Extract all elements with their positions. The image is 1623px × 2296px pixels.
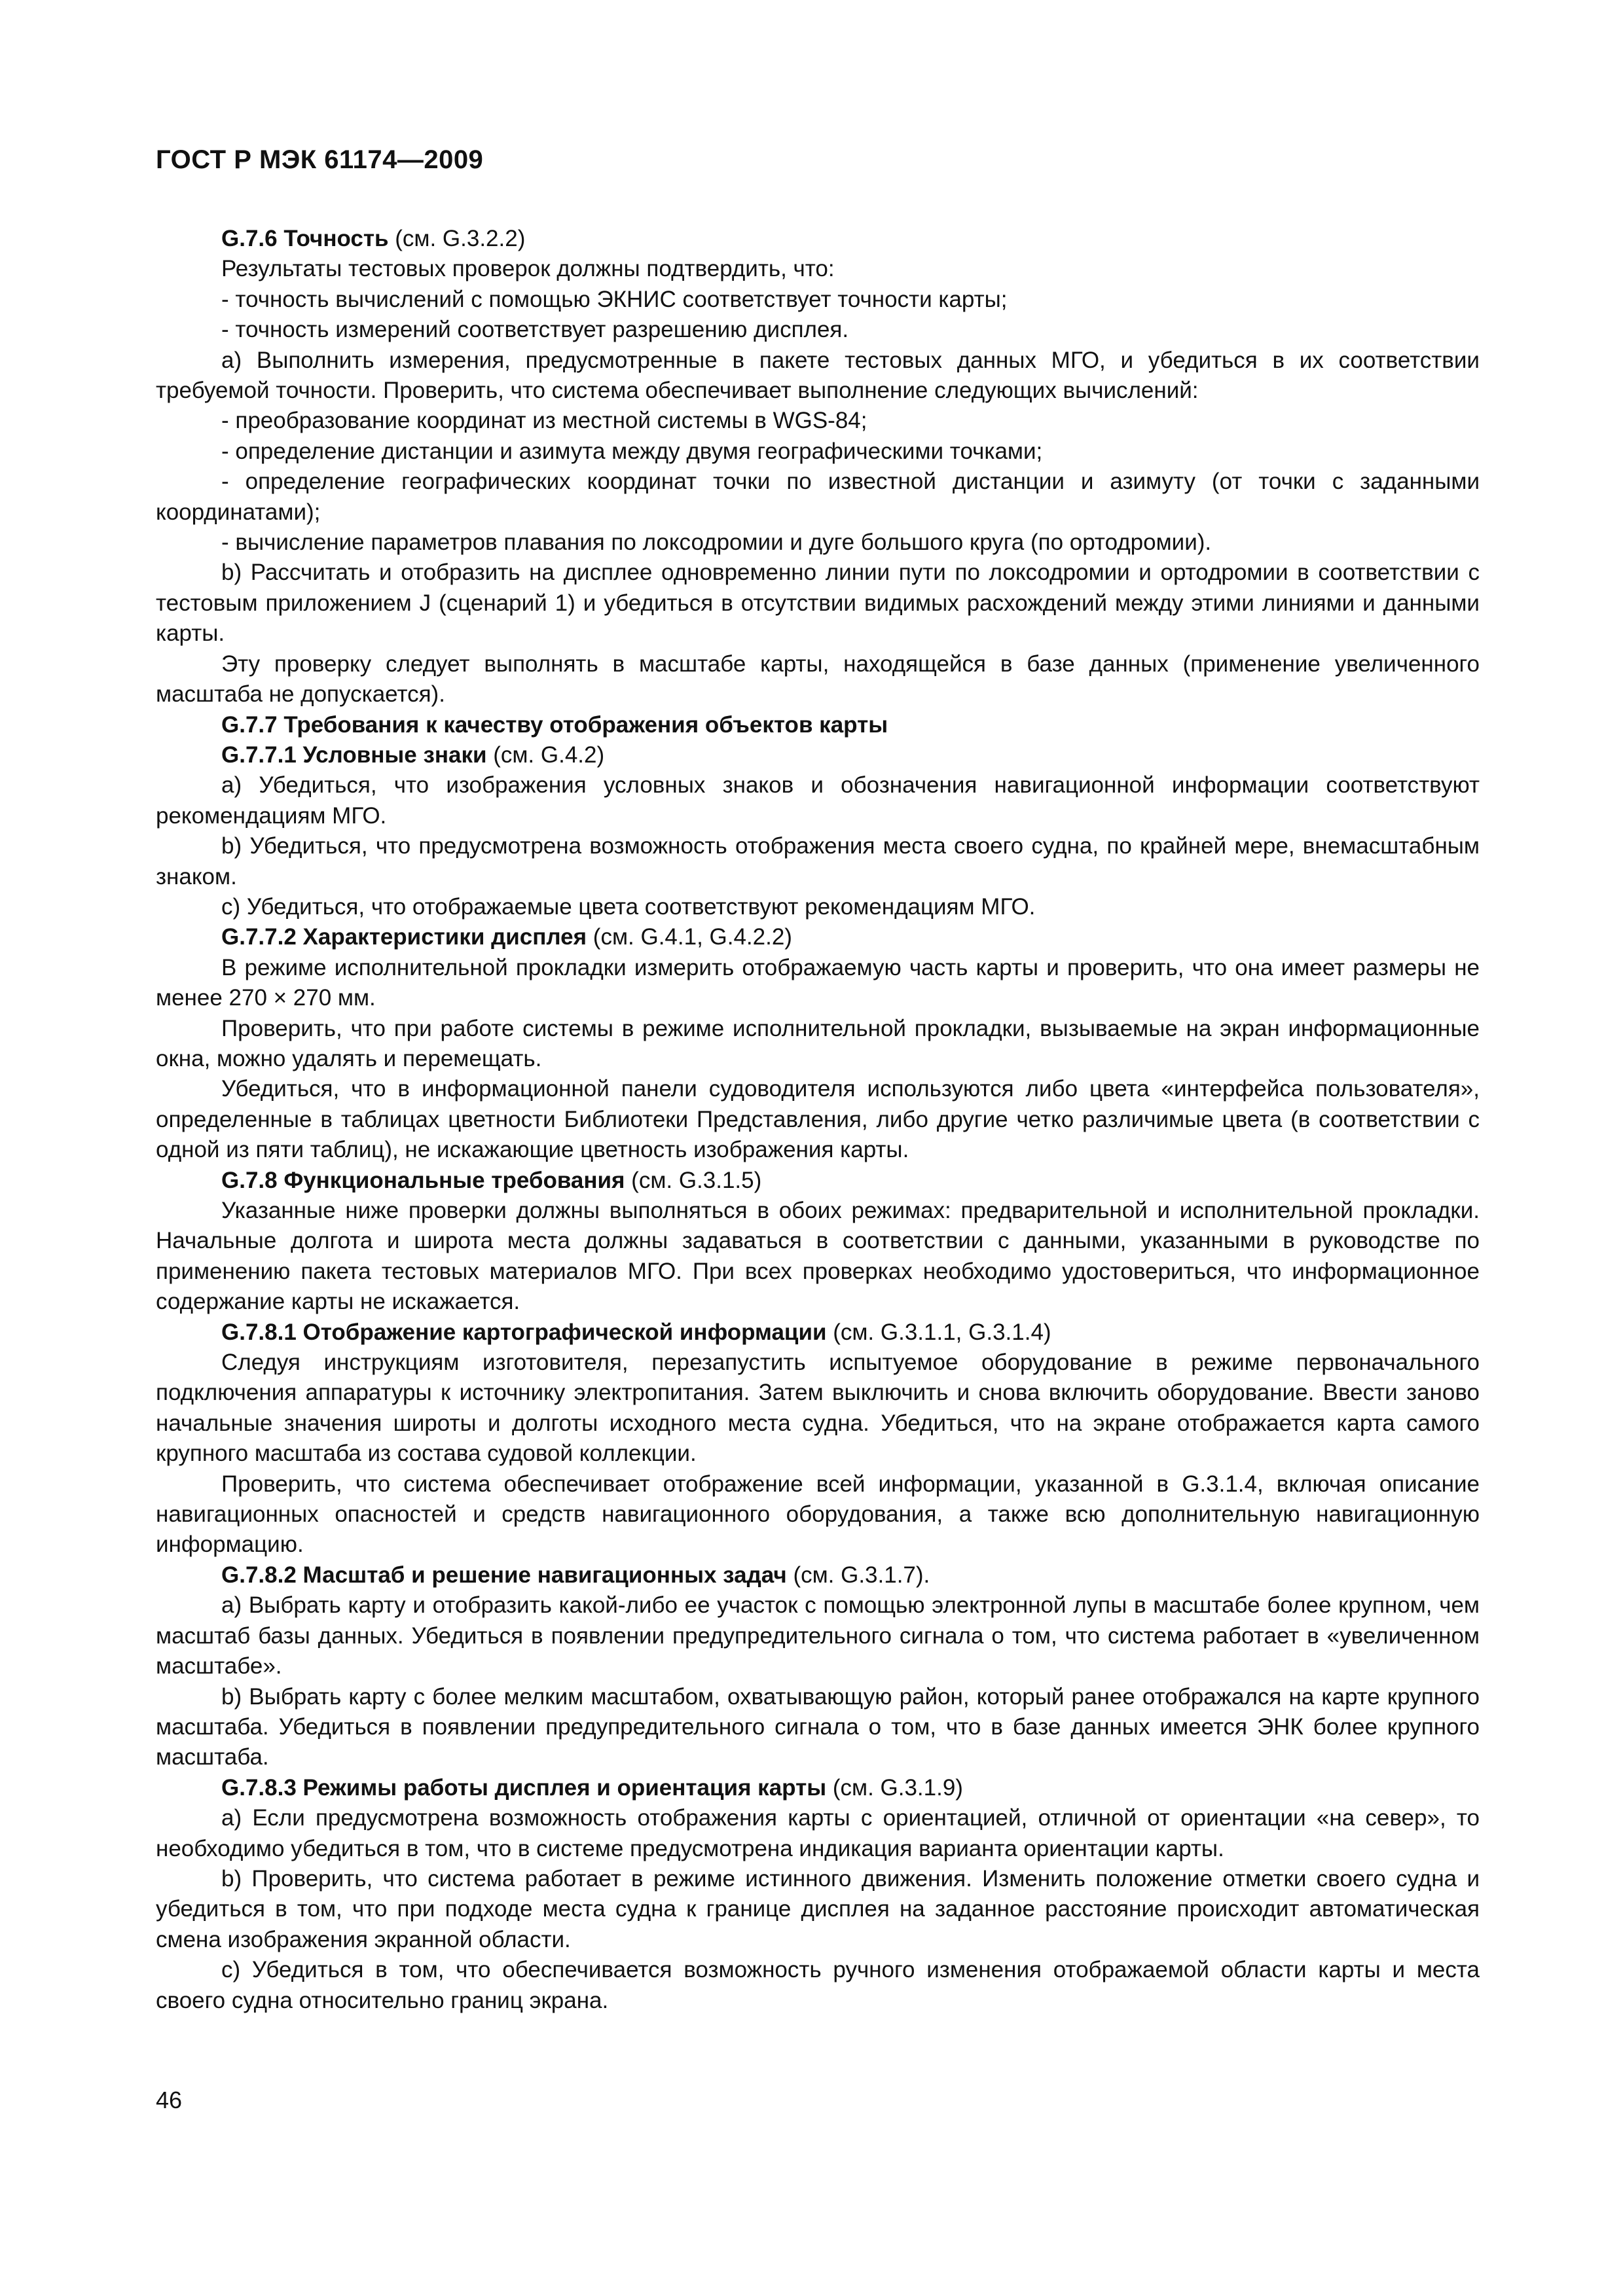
paragraph (156, 1955, 1480, 2016)
document-header: ГОСТ Р МЭК 61174—2009 (156, 145, 484, 174)
paragraph-text: (см. G.4.1, G.4.2.2) (587, 924, 792, 950)
paragraph-text: - точность измерений соответствует разрешению дисплея. (221, 317, 849, 343)
section-heading (156, 1318, 1480, 1348)
paragraph-text: b) Проверить, что система работает в режиме истинного движения. Изменить положение отметки своего судна и убедиться в том, что при подходе места судна к границе дисплея на заданное расстояние происходит автоматическая смена изображения экранной области. (156, 1865, 1480, 1952)
paragraph (156, 1682, 1480, 1773)
paragraph (156, 528, 1480, 558)
paragraph (156, 1803, 1480, 1864)
paragraph-text: - точность вычислений с помощью ЭКНИС соответствует точности карты; (221, 286, 1008, 312)
paragraph (156, 831, 1480, 892)
paragraph (156, 953, 1480, 1014)
paragraph-text: - преобразование координат из местной системы в WGS-84; (221, 408, 867, 434)
paragraph (156, 406, 1480, 436)
heading-bold: G.7.7 Требования к качеству отображения объектов карты (221, 711, 888, 738)
heading-bold: G.7.8 Функциональные требования (221, 1167, 625, 1193)
paragraph-text: a) Выполнить измерения, предусмотренные в пакете тестовых данных МГО, и убедиться в их соответствии требуемой точности. Проверить, что система обеспечивает выполнение следующих вычислений: (156, 347, 1480, 404)
paragraph (156, 254, 1480, 284)
document-body (156, 224, 1480, 2016)
paragraph-text: a) Выбрать карту и отобразить какой-либо ее участок с помощью электронной лупы в масштабе более крупном, чем масштаб базы данных. Убедиться в появлении предупредительного сигнала о том, что система работает в «увеличенном масштабе». (156, 1592, 1480, 1679)
paragraph (156, 1864, 1480, 1955)
paragraph (156, 1014, 1480, 1075)
paragraph-text: Убедиться, что в информационной панели судоводителя используются либо цвета «интерфейса пользователя», определенные в таблицах цветности Библиотеки Представления, либо другие четко различимые цвета (в соответствии с одной из пяти таблиц), не искажающие цветность изображения карты. (156, 1076, 1480, 1163)
paragraph-text: b) Убедиться, что предусмотрена возможность отображения места своего судна, по крайней мере, внемасштабным знаком. (156, 833, 1480, 889)
section-heading (156, 1166, 1480, 1196)
paragraph-text: a) Убедиться, что изображения условных знаков и обозначения навигационной информации соответствуют рекомендациям МГО. (156, 772, 1480, 829)
paragraph-text: b) Выбрать карту с более мелким масштабом, охватывающую район, который ранее отображался на карте крупного масштаба. Убедиться в появлении предупредительного сигнала о том, что в базе данных имеется ЭНК более крупного масштаба. (156, 1683, 1480, 1770)
paragraph (156, 285, 1480, 315)
paragraph-text: Эту проверку следует выполнять в масштабе карты, находящейся в базе данных (применение увеличенного масштаба не допускается). (156, 651, 1480, 708)
heading-bold: G.7.7.2 Характеристики дисплея (221, 924, 587, 950)
section-heading (156, 922, 1480, 952)
paragraph (156, 346, 1480, 406)
paragraph-text: - определение дистанции и азимута между двумя географическими точками; (221, 438, 1043, 464)
paragraph (156, 1590, 1480, 1681)
paragraph (156, 892, 1480, 922)
paragraph-text: c) Убедиться, что отображаемые цвета соответствуют рекомендациям МГО. (221, 893, 1036, 920)
paragraph-text: (см. G.3.1.7). (786, 1562, 930, 1588)
paragraph-text: a) Если предусмотрена возможность отображения карты с ориентацией, отличной от ориентации «на север», то необходимо убедиться в том, что в системе предусмотрена индикация варианта ориентации карты. (156, 1805, 1480, 1861)
paragraph-text: (см. G.3.1.5) (625, 1167, 762, 1193)
paragraph-text: Указанные ниже проверки должны выполняться в обоих режимах: предварительной и исполнительной прокладки. Начальные долгота и широта места должны задаваться в соответствии с данными, указанными в руководстве по применению пакета тестовых материалов МГО. При всех проверках необходимо удостовериться, что информационное содержание карты не искажается. (156, 1198, 1480, 1315)
paragraph-text: Проверить, что система обеспечивает отображение всей информации, указанной в G.3.1.4, включая описание навигационных опасностей и средств навигационного оборудования, а также всю дополнительную навигационную информацию. (156, 1471, 1480, 1558)
paragraph-text: - вычисление параметров плавания по локсодромии и дуге большого круга (по ортодромии). (221, 529, 1212, 556)
section-heading (156, 1773, 1480, 1803)
heading-bold: G.7.8.3 Режимы работы дисплея и ориентация карты (221, 1774, 827, 1801)
paragraph (156, 1469, 1480, 1560)
section-heading (156, 740, 1480, 770)
paragraph-text: (см. G.3.1.1, G.3.1.4) (826, 1319, 1051, 1345)
paragraph (156, 315, 1480, 345)
paragraph-text: Проверить, что при работе системы в режиме исполнительной прокладки, вызываемые на экран информационные окна, можно удалять и перемещать. (156, 1015, 1480, 1071)
paragraph (156, 770, 1480, 831)
paragraph-text: В режиме исполнительной прокладки измерить отображаемую часть карты и проверить, что она имеет размеры не менее 270 × 270 мм. (156, 954, 1480, 1011)
paragraph (156, 1074, 1480, 1165)
paragraph (156, 467, 1480, 528)
section-heading (156, 1560, 1480, 1590)
paragraph-text: Следуя инструкциям изготовителя, перезапустить испытуемое оборудование в режиме первоначального подключения аппаратуры к источнику электропитания. Затем выключить и снова включить оборудование. Ввести заново начальные значения широты и долготы исходного места судна. Убедиться, что на экране отображается карта самого крупного масштаба из состава судовой коллекции. (156, 1350, 1480, 1467)
paragraph (156, 1348, 1480, 1469)
paragraph-text: Результаты тестовых проверок должны подтвердить, что: (221, 256, 835, 282)
paragraph-text: (см. G.3.1.9) (826, 1774, 963, 1801)
heading-bold: G.7.8.2 Масштаб и решение навигационных задач (221, 1562, 787, 1588)
paragraph (156, 1196, 1480, 1318)
paragraph-text: - определение географических координат точки по известной дистанции и азимуту (от точки с заданными координатами); (156, 469, 1480, 525)
page-number: 46 (156, 2087, 183, 2113)
heading-bold: G.7.7.1 Условные знаки (221, 742, 487, 768)
paragraph-text: c) Убедиться в том, что обеспечивается возможность ручного изменения отображаемой области карты и места своего судна относительно границ экрана. (156, 1957, 1480, 2013)
paragraph (156, 558, 1480, 649)
paragraph (156, 437, 1480, 467)
paragraph (156, 224, 1480, 254)
paragraph-text: b) Рассчитать и отобразить на дисплее одновременно линии пути по локсодромии и ортодромии в соответствии с тестовым приложением J (сценарий 1) и убедиться в отсутствии видимых расхождений между этими линиями и данными карты. (156, 560, 1480, 647)
paragraph-text: (см. G.4.2) (486, 742, 605, 768)
heading-bold: G.7.8.1 Отображение картографической информации (221, 1319, 827, 1345)
paragraph (156, 649, 1480, 710)
heading-bold: G.7.6 Точность (221, 226, 389, 251)
section-heading (156, 710, 1480, 740)
paragraph-text: (см. G.3.2.2) (388, 226, 526, 251)
